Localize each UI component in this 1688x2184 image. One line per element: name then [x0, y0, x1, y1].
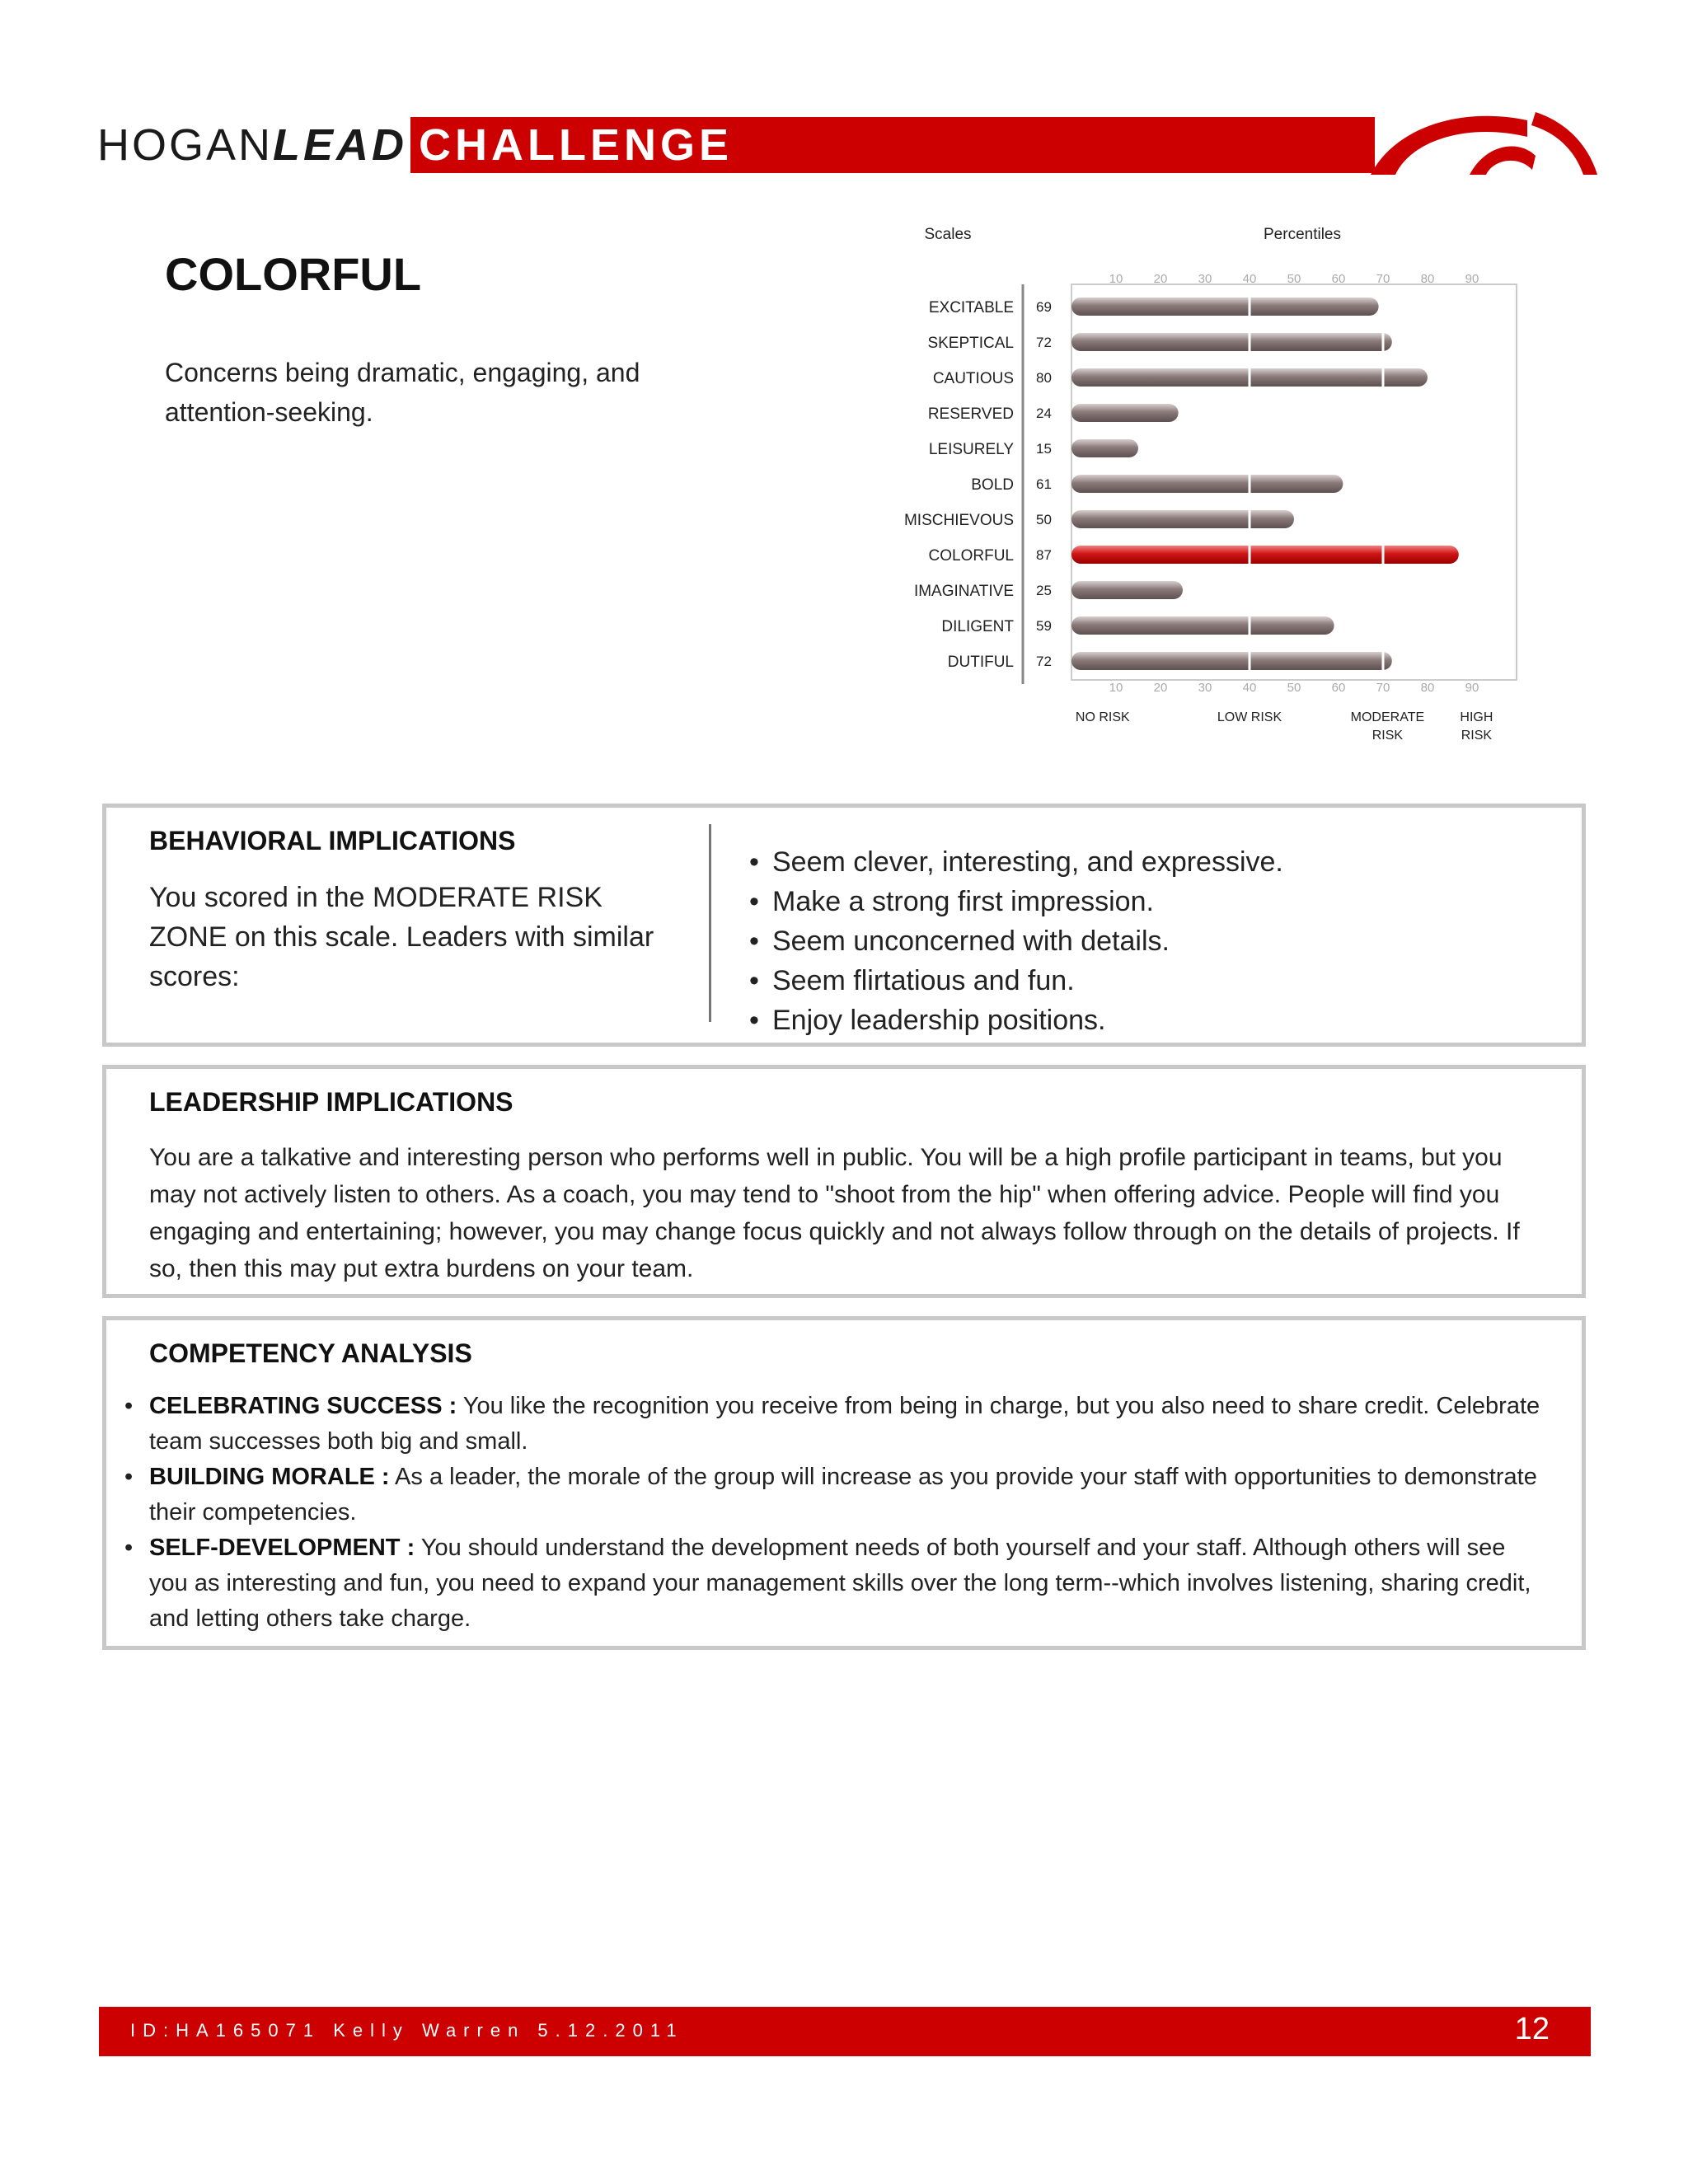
chart-tick-label-top: 50 — [1287, 272, 1301, 286]
chart-tick-label-top: 20 — [1153, 272, 1168, 286]
chart-bar — [1071, 404, 1179, 422]
chart-zone-label: MODERATE — [1350, 710, 1425, 724]
leadership-heading: LEADERSHIP IMPLICATIONS — [149, 1087, 513, 1117]
competency-text: You should understand the development needs of both yourself and your staff. Although others will see you as interesting and fun, you need to expand your management skills over the long term--which involves listening, sharing credit, and letting others take charge. — [149, 1535, 1531, 1632]
chart-value-label: 50 — [1036, 512, 1052, 527]
behavioral-item: • Seem clever, interesting, and expressive. — [749, 842, 1283, 882]
behavioral-item: • Enjoy leadership positions. — [749, 1001, 1283, 1040]
competency-text: As a leader, the morale of the group will increase as you provide your staff with opportunities to demonstrate their competencies. — [149, 1464, 1537, 1526]
chart-category-label: LEISURELY — [928, 441, 1014, 458]
brand-plain: HOGAN — [97, 120, 274, 170]
chart-tick-label-top: 10 — [1109, 272, 1123, 286]
chart-tick-label-top: 40 — [1242, 272, 1257, 286]
report-header — [97, 117, 1597, 173]
competency-item — [149, 1389, 1550, 1460]
chart-value-label: 24 — [1036, 405, 1052, 421]
chart-value-label: 25 — [1036, 583, 1052, 598]
brand-wordmark — [97, 120, 407, 170]
chart-zone-label: RISK — [1372, 729, 1404, 743]
chart-scales-label: Scales — [924, 226, 972, 243]
behavioral-implications-panel — [102, 804, 1586, 1047]
competency-heading: COMPETENCY ANALYSIS — [149, 1338, 472, 1368]
competency-item — [149, 1530, 1550, 1637]
chart-category-label: DILIGENT — [941, 618, 1014, 635]
chart-category-label: RESERVED — [927, 405, 1014, 423]
footer-id: ID:HA165071 Kelly Warren 5.12.2011 — [130, 2020, 684, 2041]
chart-tick-label-top: 30 — [1198, 272, 1212, 286]
chart-category-label: CAUTIOUS — [932, 370, 1014, 387]
competency-text: You like the recognition you receive from being in charge, but you also need to share credit. Celebrate team successes both big and small. — [149, 1393, 1540, 1455]
chart-category-label: BOLD — [971, 476, 1014, 494]
behavioral-item: • Seem unconcerned with details. — [749, 921, 1283, 961]
chart-value-label: 69 — [1036, 299, 1052, 315]
report-footer — [99, 2007, 1591, 2056]
chart-tick-label-top: 60 — [1331, 272, 1346, 286]
chart-bar — [1071, 298, 1379, 316]
chart-tick-label-bottom: 60 — [1331, 681, 1346, 695]
behavioral-item: • Seem flirtatious and fun. — [749, 961, 1283, 1001]
chart-value-label: 72 — [1036, 335, 1052, 350]
percentile-bar-chart — [874, 223, 1533, 750]
behavioral-item: • Make a strong first impression. — [749, 882, 1283, 921]
page-number: 12 — [1514, 2012, 1550, 2046]
chart-category-label: SKEPTICAL — [927, 335, 1014, 352]
leadership-body: You are a talkative and interesting person who performs well in public. You will be a high profile participant in teams, but you may not actively listen to others. As a coach, you may tend to "shoot from the hip" when offering advice. People will find you engaging and entertaining; however, you may change focus quickly and not always follow through on the details of projects. If so, then this may put extra burdens on your team. — [149, 1144, 1520, 1282]
chart-bar — [1071, 333, 1392, 351]
chart-tick-label-bottom: 90 — [1465, 681, 1479, 695]
chart-tick-label-bottom: 80 — [1420, 681, 1435, 695]
competency-list — [149, 1389, 1550, 1637]
chart-tick-label-bottom: 70 — [1376, 681, 1390, 695]
chart-tick-label-bottom: 10 — [1109, 681, 1123, 695]
chart-bar — [1071, 475, 1343, 493]
page-subtitle: Concerns being dramatic, engaging, and attention-seeking. — [165, 358, 640, 427]
chart-tick-label-top: 80 — [1420, 272, 1435, 286]
chart-tick-label-top: 70 — [1376, 272, 1390, 286]
behavioral-list — [749, 842, 1283, 1040]
chart-category-label: DUTIFUL — [947, 654, 1014, 671]
chart-bar — [1071, 510, 1294, 528]
chart-percentiles-label: Percentiles — [1264, 226, 1341, 243]
banner-title: CHALLENGE — [419, 120, 733, 170]
chart-value-label: 59 — [1036, 618, 1052, 634]
competency-item — [149, 1460, 1550, 1530]
chart-category-label: IMAGINATIVE — [913, 583, 1014, 600]
chart-zone-label: RISK — [1461, 729, 1493, 743]
chart-zone-label: LOW RISK — [1217, 710, 1282, 724]
behavioral-intro: You scored in the MODERATE RISK ZONE on this scale. Leaders with similar scores: — [149, 882, 654, 992]
chart-tick-label-bottom: 30 — [1198, 681, 1212, 695]
chart-bar — [1071, 439, 1138, 457]
behavioral-heading: BEHAVIORAL IMPLICATIONS — [149, 826, 516, 855]
competency-label: CELEBRATING SUCCESS : — [149, 1393, 457, 1419]
chart-zone-label: NO RISK — [1075, 710, 1130, 724]
competency-analysis-panel — [102, 1316, 1586, 1650]
competency-label: BUILDING MORALE : — [149, 1464, 390, 1490]
chart-category-label: EXCITABLE — [928, 299, 1014, 316]
chart-zone-label: HIGH — [1460, 710, 1493, 724]
chart-category-label: COLORFUL — [928, 547, 1014, 565]
brand-bold: LEAD — [273, 120, 408, 170]
swoosh-logo-icon — [1362, 110, 1597, 175]
chart-value-label: 15 — [1036, 441, 1052, 457]
chart-tick-label-bottom: 20 — [1153, 681, 1168, 695]
chart-category-label: MISCHIEVOUS — [903, 512, 1014, 529]
chart-bar — [1071, 652, 1392, 670]
chart-bar — [1071, 581, 1183, 599]
chart-bar — [1071, 546, 1459, 564]
chart-value-label: 80 — [1036, 370, 1052, 386]
chart-value-label: 61 — [1036, 476, 1052, 492]
chart-value-label: 87 — [1036, 547, 1052, 563]
chart-tick-label-bottom: 40 — [1242, 681, 1257, 695]
panel-divider — [709, 824, 711, 1022]
chart-bar — [1071, 616, 1334, 635]
chart-tick-label-top: 90 — [1465, 272, 1479, 286]
leadership-implications-panel — [102, 1065, 1586, 1298]
chart-value-label: 72 — [1036, 654, 1052, 669]
chart-tick-label-bottom: 50 — [1287, 681, 1301, 695]
page-title: COLORFUL — [165, 248, 422, 300]
competency-label: SELF-DEVELOPMENT : — [149, 1535, 415, 1561]
header-banner — [410, 117, 1375, 173]
